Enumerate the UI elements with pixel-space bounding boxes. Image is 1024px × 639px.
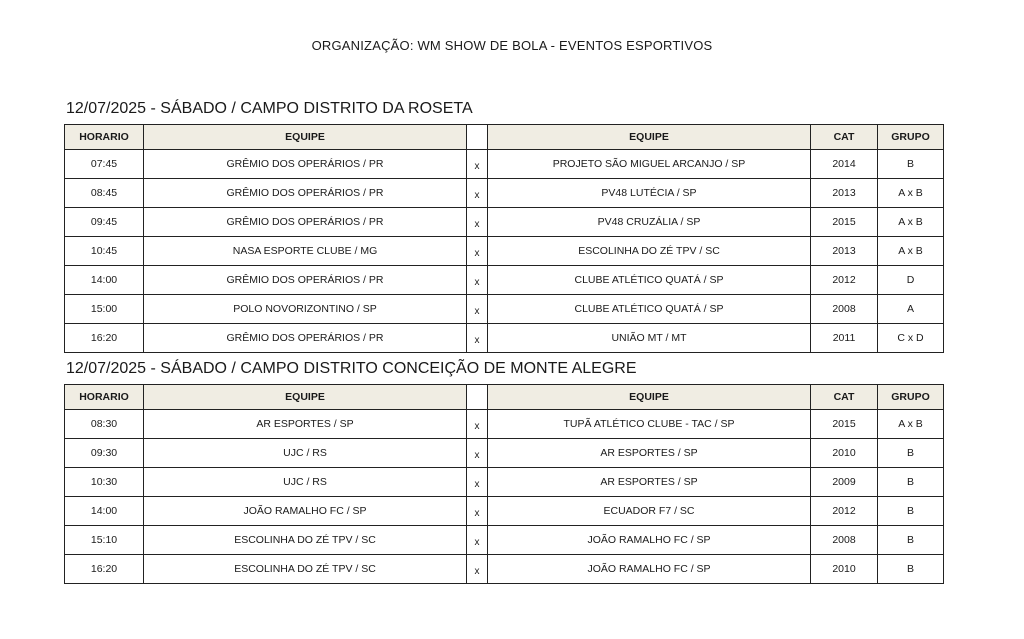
cell-equipe-home: GRÊMIO DOS OPERÁRIOS / PR xyxy=(144,179,467,208)
cell-versus: x xyxy=(467,410,488,439)
cell-horario: 09:30 xyxy=(65,439,144,468)
cell-versus: x xyxy=(467,439,488,468)
cell-equipe-home: JOÃO RAMALHO FC / SP xyxy=(144,497,467,526)
table-row xyxy=(65,439,944,468)
cell-grupo: B xyxy=(878,150,944,179)
cell-versus: x xyxy=(467,237,488,266)
cell-equipe-away: PROJETO SÃO MIGUEL ARCANJO / SP xyxy=(488,150,811,179)
cell-cat: 2012 xyxy=(811,266,878,295)
cell-cat: 2009 xyxy=(811,468,878,497)
col-header-equipe-away: EQUIPE xyxy=(488,385,811,410)
cell-grupo: A x B xyxy=(878,179,944,208)
cell-equipe-away: UNIÃO MT / MT xyxy=(488,324,811,353)
cell-horario: 08:30 xyxy=(65,410,144,439)
cell-equipe-away: CLUBE ATLÉTICO QUATÁ / SP xyxy=(488,266,811,295)
cell-grupo: B xyxy=(878,555,944,584)
table-row xyxy=(65,555,944,584)
cell-cat: 2015 xyxy=(811,410,878,439)
col-header-cat: CAT xyxy=(811,125,878,150)
cell-grupo: A x B xyxy=(878,410,944,439)
cell-equipe-home: UJC / RS xyxy=(144,468,467,497)
cell-horario: 09:45 xyxy=(65,208,144,237)
cell-horario: 14:00 xyxy=(65,497,144,526)
cell-grupo: B xyxy=(878,468,944,497)
table-row xyxy=(65,526,944,555)
cell-equipe-away: ESCOLINHA DO ZÉ TPV / SC xyxy=(488,237,811,266)
table-row xyxy=(65,208,944,237)
col-header-horario: HORARIO xyxy=(65,125,144,150)
cell-cat: 2010 xyxy=(811,555,878,584)
table-row xyxy=(65,497,944,526)
cell-grupo: A x B xyxy=(878,237,944,266)
cell-horario: 15:10 xyxy=(65,526,144,555)
cell-versus: x xyxy=(467,526,488,555)
cell-versus: x xyxy=(467,497,488,526)
cell-equipe-away: CLUBE ATLÉTICO QUATÁ / SP xyxy=(488,295,811,324)
cell-equipe-home: UJC / RS xyxy=(144,439,467,468)
cell-cat: 2012 xyxy=(811,497,878,526)
section-title-monte-alegre: 12/07/2025 - SÁBADO / CAMPO DISTRITO CONCEIÇÃO DE MONTE ALEGRE xyxy=(66,360,637,377)
cell-versus: x xyxy=(467,266,488,295)
cell-cat: 2011 xyxy=(811,324,878,353)
cell-equipe-away: PV48 CRUZÁLIA / SP xyxy=(488,208,811,237)
cell-versus: x xyxy=(467,208,488,237)
table-row xyxy=(65,179,944,208)
cell-equipe-home: GRÊMIO DOS OPERÁRIOS / PR xyxy=(144,266,467,295)
cell-equipe-home: ESCOLINHA DO ZÉ TPV / SC xyxy=(144,526,467,555)
cell-grupo: D xyxy=(878,266,944,295)
cell-cat: 2015 xyxy=(811,208,878,237)
table-row xyxy=(65,410,944,439)
cell-cat: 2008 xyxy=(811,295,878,324)
col-header-gap xyxy=(467,385,488,410)
schedule-table-monte-alegre xyxy=(64,384,944,584)
col-header-cat: CAT xyxy=(811,385,878,410)
cell-horario: 10:30 xyxy=(65,468,144,497)
col-header-equipe-away: EQUIPE xyxy=(488,125,811,150)
cell-equipe-home: GRÊMIO DOS OPERÁRIOS / PR xyxy=(144,208,467,237)
table-header-row xyxy=(65,125,944,150)
cell-equipe-away: TUPÃ ATLÉTICO CLUBE - TAC / SP xyxy=(488,410,811,439)
cell-equipe-away: JOÃO RAMALHO FC / SP xyxy=(488,526,811,555)
col-header-horario: HORARIO xyxy=(65,385,144,410)
cell-equipe-home: NASA ESPORTE CLUBE / MG xyxy=(144,237,467,266)
cell-equipe-home: GRÊMIO DOS OPERÁRIOS / PR xyxy=(144,150,467,179)
col-header-equipe-home: EQUIPE xyxy=(144,385,467,410)
table-row xyxy=(65,150,944,179)
cell-cat: 2013 xyxy=(811,179,878,208)
table-row xyxy=(65,468,944,497)
cell-grupo: B xyxy=(878,497,944,526)
cell-cat: 2013 xyxy=(811,237,878,266)
cell-versus: x xyxy=(467,324,488,353)
cell-equipe-home: AR ESPORTES / SP xyxy=(144,410,467,439)
col-header-grupo: GRUPO xyxy=(878,385,944,410)
cell-equipe-away: AR ESPORTES / SP xyxy=(488,439,811,468)
cell-grupo: B xyxy=(878,526,944,555)
cell-horario: 14:00 xyxy=(65,266,144,295)
cell-equipe-away: AR ESPORTES / SP xyxy=(488,468,811,497)
cell-grupo: A x B xyxy=(878,208,944,237)
cell-horario: 16:20 xyxy=(65,555,144,584)
cell-cat: 2008 xyxy=(811,526,878,555)
cell-equipe-away: PV48 LUTÉCIA / SP xyxy=(488,179,811,208)
table-row xyxy=(65,324,944,353)
col-header-grupo: GRUPO xyxy=(878,125,944,150)
cell-equipe-home: ESCOLINHA DO ZÉ TPV / SC xyxy=(144,555,467,584)
cell-versus: x xyxy=(467,295,488,324)
cell-equipe-away: ECUADOR F7 / SC xyxy=(488,497,811,526)
cell-grupo: C x D xyxy=(878,324,944,353)
cell-equipe-home: GRÊMIO DOS OPERÁRIOS / PR xyxy=(144,324,467,353)
cell-versus: x xyxy=(467,150,488,179)
cell-horario: 15:00 xyxy=(65,295,144,324)
cell-horario: 10:45 xyxy=(65,237,144,266)
table-row xyxy=(65,266,944,295)
cell-horario: 16:20 xyxy=(65,324,144,353)
cell-horario: 08:45 xyxy=(65,179,144,208)
cell-equipe-home: POLO NOVORIZONTINO / SP xyxy=(144,295,467,324)
cell-versus: x xyxy=(467,555,488,584)
organization-title: ORGANIZAÇÃO: WM SHOW DE BOLA - EVENTOS ESPORTIVOS xyxy=(311,38,713,53)
cell-cat: 2010 xyxy=(811,439,878,468)
table-header-row xyxy=(65,385,944,410)
schedule-table-roseta xyxy=(64,124,944,353)
cell-grupo: A xyxy=(878,295,944,324)
table-row xyxy=(65,295,944,324)
cell-versus: x xyxy=(467,468,488,497)
table-row xyxy=(65,237,944,266)
cell-grupo: B xyxy=(878,439,944,468)
section-title-roseta: 12/07/2025 - SÁBADO / CAMPO DISTRITO DA ROSETA xyxy=(66,100,473,117)
cell-horario: 07:45 xyxy=(65,150,144,179)
cell-versus: x xyxy=(467,179,488,208)
col-header-gap xyxy=(467,125,488,150)
col-header-equipe-home: EQUIPE xyxy=(144,125,467,150)
cell-cat: 2014 xyxy=(811,150,878,179)
cell-equipe-away: JOÃO RAMALHO FC / SP xyxy=(488,555,811,584)
